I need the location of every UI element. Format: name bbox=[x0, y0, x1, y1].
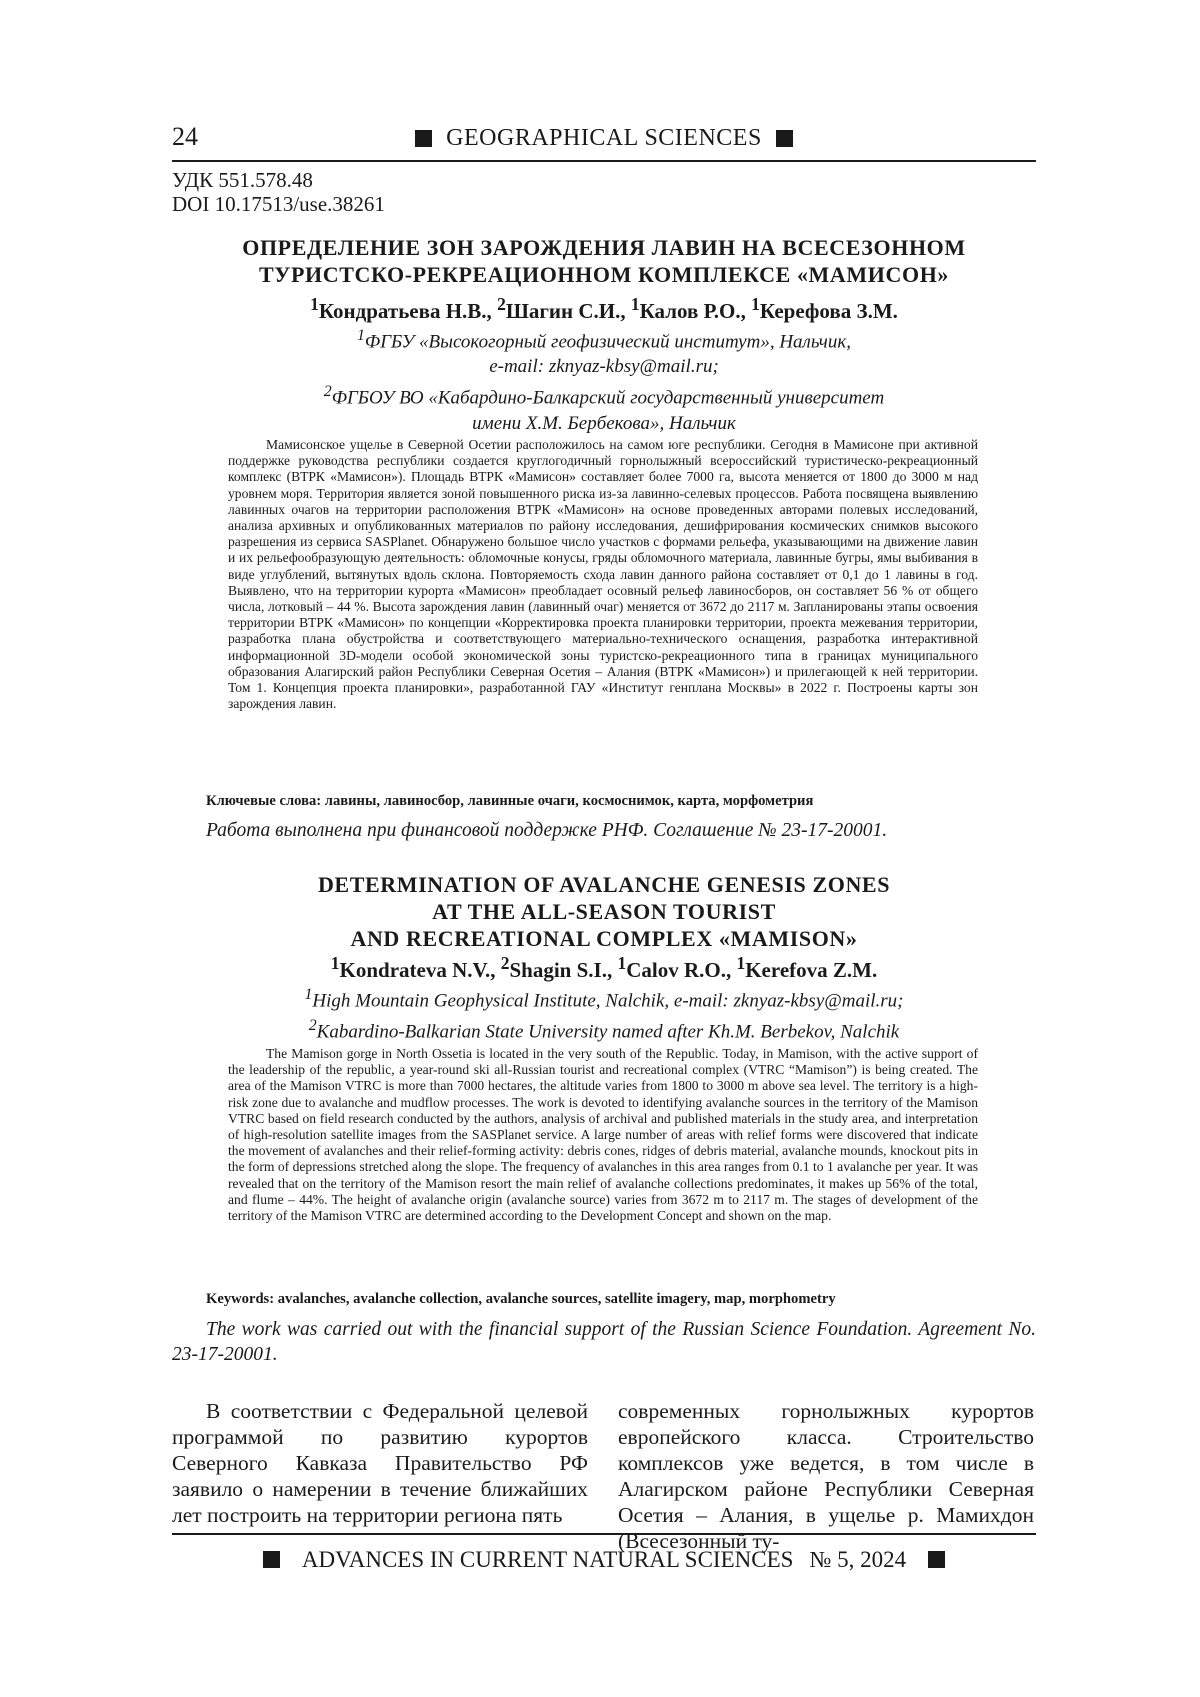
author-affil-mark: 1 bbox=[736, 953, 745, 973]
article-title-en bbox=[172, 871, 1036, 952]
square-bullet-icon bbox=[928, 1551, 945, 1568]
affiliation-2-en bbox=[172, 1013, 1036, 1044]
affiliation-text: High Mountain Geophysical Institute, Nalchik, e-mail: zknyaz-kbsy@mail.ru; bbox=[312, 990, 903, 1011]
affil-mark: 2 bbox=[324, 383, 332, 400]
author-affil-mark: 2 bbox=[497, 294, 506, 314]
section-heading bbox=[172, 124, 1036, 152]
section-label: GEOGRAPHICAL SCIENCES bbox=[446, 125, 762, 151]
affil-mark: 2 bbox=[309, 1017, 317, 1034]
author-affil-mark: 1 bbox=[751, 294, 760, 314]
author-name: Kerefova Z.M. bbox=[745, 958, 877, 982]
author-name: Shagin S.I., bbox=[509, 958, 617, 982]
funding-note-en: The work was carried out with the financial support of the Russian Science Foundation. Agreement No. 23-17-20001. bbox=[172, 1317, 1036, 1367]
title-en-line: DETERMINATION OF AVALANCHE GENESIS ZONES bbox=[172, 871, 1036, 898]
body-text-right-column: современных горнолыжных курортов европейского класса. Строительство комплексов уже ведется, в том числе в Алагирском районе Республики Северная Осетия – Алания, в ущелье р. Мамихдон (Всесезонный ту- bbox=[618, 1398, 1034, 1554]
running-footer bbox=[172, 1533, 1036, 1579]
affiliation-1-en bbox=[172, 982, 1036, 1013]
keywords-ru: Ключевые слова: лавины, лавиносбор, лавинные очаги, космоснимок, карта, морфометрия bbox=[206, 793, 1006, 810]
affiliation-text: ФГБУ «Высокогорный геофизический институт», Нальчик, bbox=[365, 331, 851, 352]
affil-mark: 1 bbox=[357, 327, 365, 344]
journal-name: ADVANCES IN CURRENT NATURAL SCIENCES bbox=[302, 1547, 794, 1572]
author-name: Шагин С.И., bbox=[506, 299, 631, 323]
body-text-left-column: В соответствии с Федеральной целевой программой по развитию курортов Северного Кавказа Правительство РФ заявило о намерении в течение ближайших лет построить на территории региона пять bbox=[172, 1398, 588, 1528]
funding-note-ru: Работа выполнена при финансовой поддержке РНФ. Соглашение № 23-17-20001. bbox=[172, 818, 1036, 843]
author-affil-mark: 1 bbox=[617, 953, 626, 973]
author-name: Кондратьева Н.В., bbox=[319, 299, 497, 323]
article-identifiers bbox=[172, 168, 385, 216]
author-name: Калов Р.О., bbox=[640, 299, 752, 323]
doi: DOI 10.17513/use.38261 bbox=[172, 192, 385, 216]
affiliations-en bbox=[172, 982, 1036, 1045]
keywords-en: Keywords: avalanches, avalanche collection, avalanche sources, satellite imagery, map, morphometry bbox=[206, 1291, 1006, 1308]
title-ru-line: ОПРЕДЕЛЕНИЕ ЗОН ЗАРОЖДЕНИЯ ЛАВИН НА ВСЕСЕЗОННОМ bbox=[172, 234, 1036, 261]
affiliation-2-ru bbox=[172, 379, 1036, 410]
running-header bbox=[172, 116, 1036, 162]
square-bullet-icon bbox=[415, 130, 432, 147]
title-en-line: AT THE ALL-SEASON TOURIST bbox=[172, 898, 1036, 925]
title-en-line: AND RECREATIONAL COMPLEX «MAMISON» bbox=[172, 925, 1036, 952]
author-affil-mark: 2 bbox=[501, 953, 510, 973]
affiliation-2-ru-cont: имени Х.М. Бербекова», Нальчик bbox=[172, 411, 1036, 436]
issue-number: № 5, 2024 bbox=[809, 1547, 906, 1572]
affil-mark: 1 bbox=[305, 986, 313, 1003]
square-bullet-icon bbox=[263, 1551, 280, 1568]
author-affil-mark: 1 bbox=[331, 953, 340, 973]
author-name: Керефова З.М. bbox=[760, 299, 898, 323]
square-bullet-icon bbox=[776, 130, 793, 147]
article-title-ru bbox=[172, 234, 1036, 288]
page-number: 24 bbox=[172, 122, 198, 152]
title-ru-line: ТУРИСТСКО-РЕКРЕАЦИОННОМ КОМПЛЕКСЕ «МАМИСОН» bbox=[172, 261, 1036, 288]
affiliation-email-ru: e-mail: zknyaz-kbsy@mail.ru; bbox=[172, 354, 1036, 379]
author-affil-mark: 1 bbox=[310, 294, 319, 314]
author-affil-mark: 1 bbox=[631, 294, 640, 314]
authors-en bbox=[172, 953, 1036, 983]
abstract-ru: Мамисонское ущелье в Северной Осетии расположилось на самом юге республики. Сегодня в Мамисоне при активной поддержке руководства республики создается круглогодичный горнолыжный всероссийский туристическо-рекреационный комплекс (ВТРК «Мамисон»). Площадь ВТРК «Мамисон» составляет более 7000 га, высота меняется от 1800 до 3000 м над уровнем моря. Территория является зоной повышенного риска из-за лавинно-селевых процессов. Работа посвящена выявлению лавинных очагов на территории расположения ВТРК «Мамисон» на основе проведенных авторами полевых исследований, анализа архивных и опубликованных материалов по району исследования, дешифрирования космических снимков высокого разрешения из сервиса SASPlanet. Обнаружено большое число участков с формами рельефа, указывающими на движение лавин и их рельефообразующую деятельность: обломочные конусы, гряды обломочного материала, лавинные бугры, ямы выбивания в виде углублений, вытянутых вдоль склона. Повторяемость схода лавин данного района составляет от 0,1 до 1 лавины в год. Выявлено, что на территории курорта «Мамисон» преобладает осовный рельеф лавиносборов, он составляет 56 % от общего числа, лотковый – 44 %. Высота зарождения лавин (лавинный очаг) меняется от 3672 до 2117 м. Запланированы этапы освоения территории ВТРК «Мамисон» по концепции «Корректировка проекта планировки территории, проекта межевания территории, разработка плана обустройства и соответствующего материально-технического оснащения, разработка интерактивной информационной 3D-модели особой экономической зоны туристско-рекреационного типа в границах муниципального образования Алагирский район Республики Северная Осетия – Алания (ВТРК «Мамисон») и прилегающей к ней территории. Том 1. Концепция проекта планировки», разработанной ГАУ «Институт генплана Москвы» в 2022 г. Построены карты зон зарождения лавин. bbox=[228, 437, 978, 712]
affiliation-1-ru bbox=[172, 323, 1036, 354]
journal-page bbox=[0, 0, 1200, 1697]
abstract-en: The Mamison gorge in North Ossetia is located in the very south of the Republic. Today, in Mamison, with the active support of the leadership of the republic, a year-round ski all-Russian tourist and recreational complex (VTRC “Mamison”) is being created. The area of the Mamison VTRC is more than 7000 hectares, the altitude varies from 1800 to 3000 m above sea level. The territory is a high-risk zone due to avalanche and mudflow processes. The work is devoted to identifying avalanche sources in the territory of the Mamison VTRC based on field research conducted by the authors, analysis of archival and published materials in the study area, and interpretation of high-resolution satellite images from the SASPlanet service. A large number of areas with relief forms were discovered that indicate the movement of avalanches and their relief-forming activity: debris cones, ridges of debris material, avalanche mounds, knockout pits in the form of depressions stretched along the slope. The frequency of avalanches in this area ranges from 0.1 to 1 avalanche per year. It was revealed that on the territory of the Mamison resort the main relief of avalanche collections predominates, it makes up 56% of the total, and flume – 44%. The height of avalanche origin (avalanche source) varies from 3672 m to 2117 m. The stages of development of the territory of the Mamison VTRC are determined according to the Development Concept and shown on the map. bbox=[228, 1046, 978, 1224]
journal-footer-line bbox=[172, 1545, 1036, 1573]
authors-ru bbox=[172, 294, 1036, 324]
udc-code: УДК 551.578.48 bbox=[172, 168, 385, 192]
author-name: Kondrateva N.V., bbox=[340, 958, 501, 982]
author-name: Calov R.O., bbox=[626, 958, 736, 982]
affiliation-text: Kabardino-Balkarian State University named after Kh.M. Berbekov, Nalchik bbox=[317, 1022, 900, 1043]
affiliation-text: ФГБОУ ВО «Кабардино-Балкарский государственный университет bbox=[332, 388, 885, 409]
affiliations-ru bbox=[172, 323, 1036, 436]
